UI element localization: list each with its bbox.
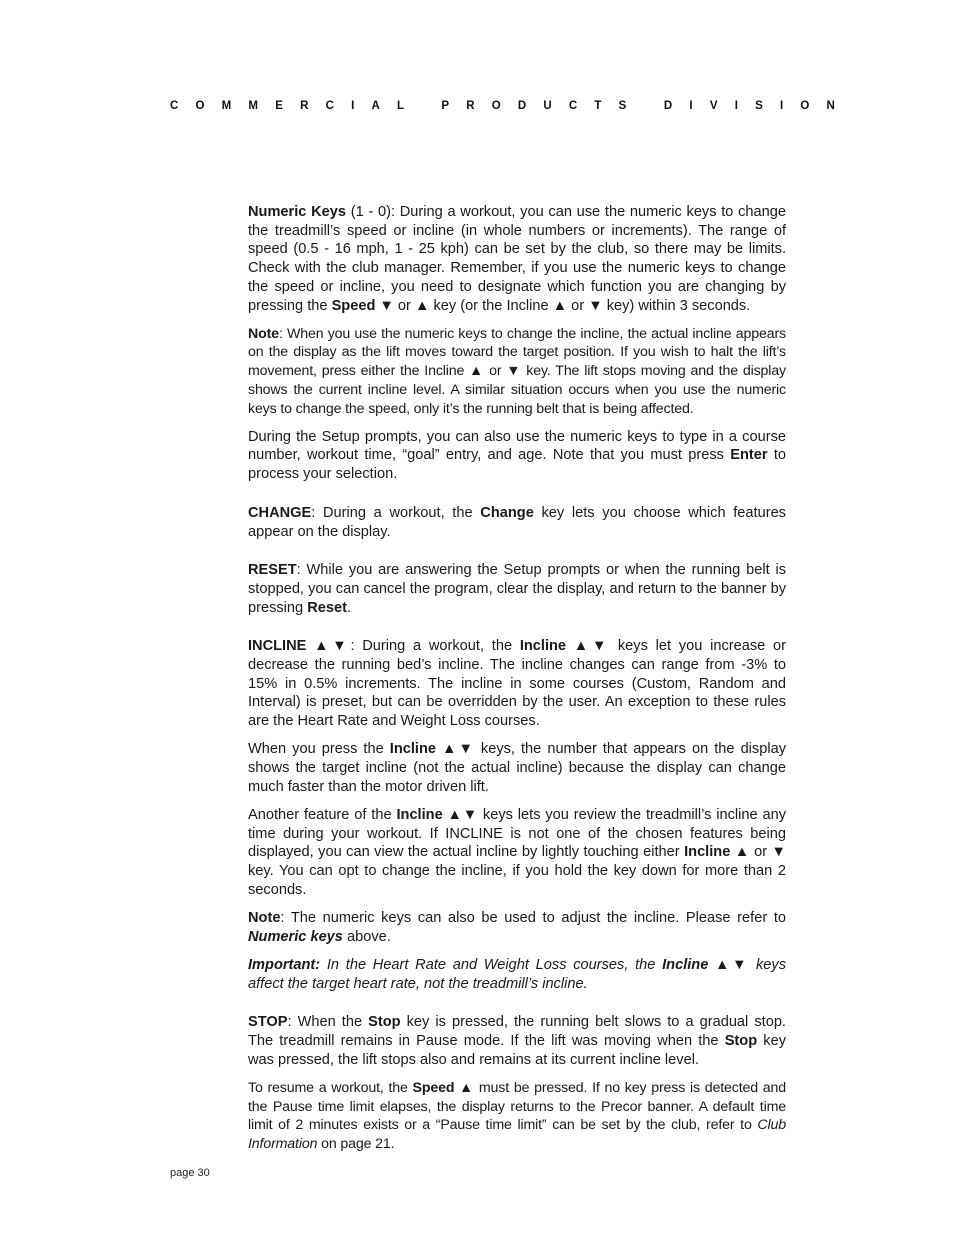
incline-target-paragraph (248, 740, 786, 796)
important-label: Important: (248, 956, 321, 973)
resume-text-2: ▲ must be pressed. If no key press is detected and the Pause time limit elapses, the display returns to the Precor banner. A default time limit of 2 minutes exists or a “Pause time limit” can be set by the club, refer to (248, 1079, 786, 1134)
incline3-key: Incline ▲▼ (396, 806, 479, 823)
setup-paragraph (248, 428, 786, 484)
reset-paragraph (248, 561, 786, 617)
note-numeric-paragraph (248, 909, 786, 946)
setup-text-2: to process your selection. (248, 447, 786, 483)
reset-key: Reset (307, 599, 347, 616)
note2-label: Note (248, 910, 281, 926)
incline-text-1: : During a workout, the (350, 638, 520, 655)
incline3-key-2: Incline (684, 844, 731, 861)
note-incline-paragraph (248, 325, 786, 419)
stop-text-1: : When the (287, 1014, 369, 1031)
change-text-2: key lets you choose which features appear on the display. (248, 504, 786, 540)
numeric-keys-text-1: (1 - 0): During a workout, you can use the numeric keys to change the treadmill’s speed or incline (in whole numbers or increments). The range of speed (0.5 - 16 mph, 1 - 25 kph) can be set by the club, so there may be limits. Check with the club manager. Remember, if you use the numeric keys to change the speed or incline, you need to designate which function you are changing by pressing the (248, 204, 787, 314)
incline-key: Incline ▲▼ (519, 638, 611, 655)
change-label: CHANGE (248, 504, 312, 521)
important-paragraph (248, 956, 786, 993)
incline-review-paragraph (248, 806, 786, 900)
change-text-1: : During a workout, the (311, 504, 481, 521)
stop-text-3: key was pressed, the lift stops also and remains at its current incline level. (248, 1033, 787, 1068)
enter-key: Enter (730, 447, 768, 464)
setup-text-1: During the Setup prompts, you can also use the numeric keys to type in a course number, workout time, “goal” entry, and age. Note that you must press (248, 428, 786, 464)
resume-text-1: To resume a workout, the (248, 1079, 413, 1096)
note2-text-2: above. (342, 928, 391, 945)
running-header: COMMERCIAL PRODUCTS DIVISION (170, 100, 853, 112)
reset-text-2: . (346, 599, 352, 616)
numeric-speed-key: Speed (331, 297, 376, 314)
resume-paragraph (248, 1079, 786, 1154)
important-key: Incline ▲▼ (662, 956, 750, 973)
incline3-text-3: ▲ or ▼ key. You can opt to change the incline, if you hold the key down for more than 2 seconds. (248, 844, 786, 898)
incline2-key: Incline ▲▼ (389, 741, 475, 758)
stop-key: Stop (368, 1014, 401, 1031)
page-number: page 30 (170, 1167, 210, 1179)
note-text: : When you use the numeric keys to change the incline, the actual incline appears on the display as the lift moves toward the target position. If you wish to halt the lift’s movement, press either the Incline ▲ or ▼ key. The lift stops moving and the display shows the current incline level. A similar situation occurs when you use the numeric keys to change the speed, only it’s the running belt that is being affected. (248, 325, 786, 417)
important-text-2: keys affect the target heart rate, not the treadmill’s incline. (248, 956, 787, 992)
page-body (248, 203, 786, 1154)
stop-text-2: key is pressed, the running belt slows to a gradual stop. The treadmill remains in Pause mode. If the lift was moving when the (248, 1014, 786, 1050)
reset-text-1: : While you are answering the Setup prompts or when the running belt is stopped, you can cancel the program, clear the display, and return to the banner by pressing (248, 562, 786, 616)
note2-text-1: : The numeric keys can also be used to adjust the incline. Please refer to (280, 910, 786, 926)
numeric-keys-paragraph (248, 203, 786, 315)
incline2-text-1: When you press the (248, 741, 390, 758)
resume-text-3: on page 21. (317, 1136, 395, 1153)
incline-paragraph (248, 637, 786, 731)
numeric-keys-label: Numeric Keys (248, 204, 347, 220)
numeric-keys-reference: Numeric keys (248, 928, 343, 945)
change-paragraph (248, 504, 786, 541)
incline3-text-2: keys lets you review the treadmill’s incline any time during your workout. If INCLINE is not one of the chosen features being displayed, you can view the actual incline by lightly touching either (248, 806, 786, 861)
stop-label: STOP (248, 1014, 288, 1031)
club-information-reference: Club Information (248, 1117, 786, 1153)
incline2-text-2: keys, the number that appears on the display shows the target incline (not the actual incline) because the display can change much faster than the motor driven lift. (248, 741, 786, 795)
incline-text-2: keys let you increase or decrease the running bed’s incline. The incline changes can range from -3% to 15% in 0.5% increments. The incline in some courses (Custom, Random and Interval) is preset, but can be overridden by the user. An exception to these rules are the Heart Rate and Weight Loss courses. (248, 638, 786, 730)
stop-key-2: Stop (724, 1033, 758, 1050)
numeric-keys-text-2: ▼ or ▲ key (or the Incline ▲ or ▼ key) within 3 seconds. (375, 297, 751, 314)
reset-label: RESET (248, 562, 297, 579)
resume-speed-key: Speed (412, 1079, 455, 1096)
change-key: Change (480, 504, 534, 521)
incline-label: INCLINE ▲▼ (248, 638, 351, 655)
incline3-text-1: Another feature of the (248, 806, 397, 823)
important-text-1: In the Heart Rate and Weight Loss courses, the (320, 956, 663, 973)
stop-paragraph (248, 1013, 786, 1069)
note-label: Note (248, 325, 279, 342)
